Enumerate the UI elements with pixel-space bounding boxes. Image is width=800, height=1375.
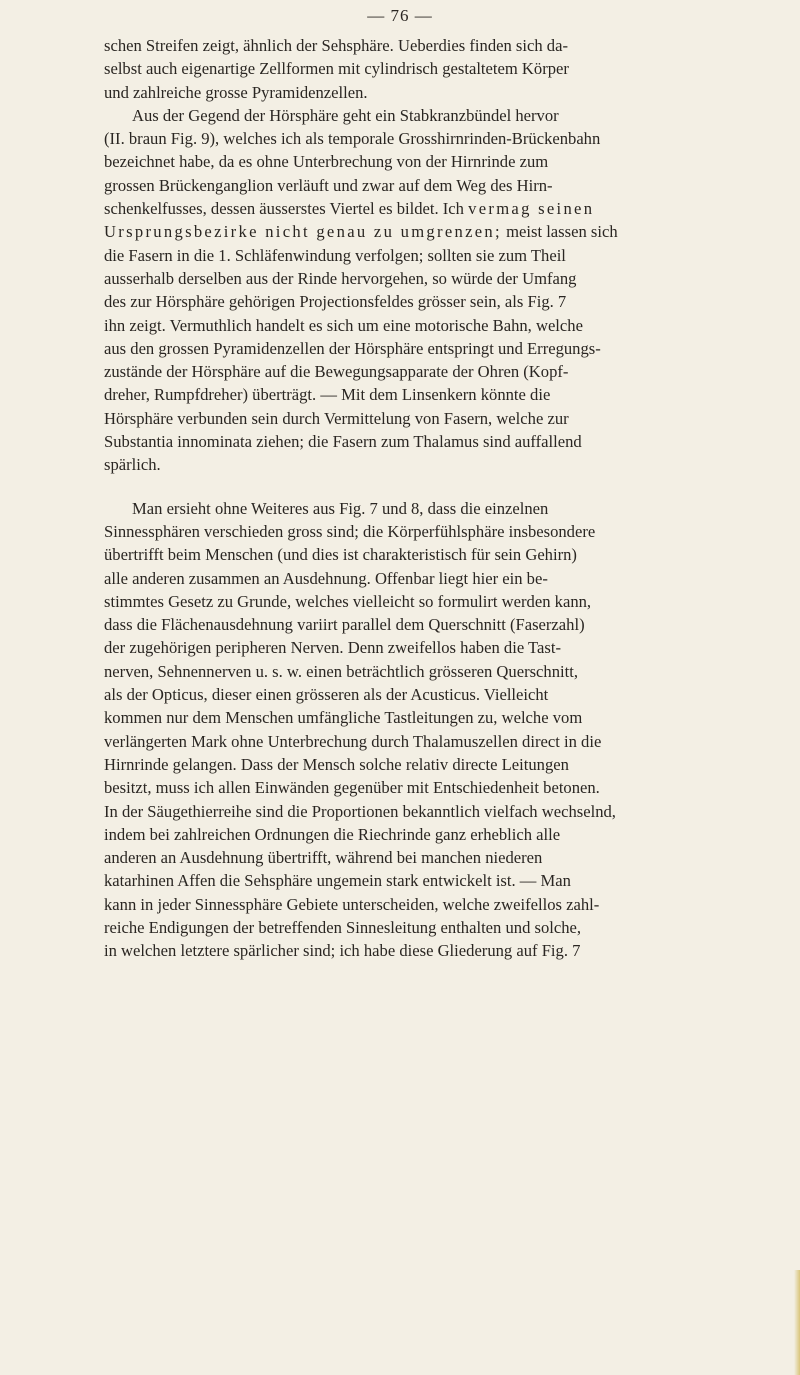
emphasized-text: Ursprungsbezirke nicht genau zu umgrenzen;	[104, 222, 502, 242]
text-line: alle anderen zusammen an Ausdehnung. Offenbar liegt hier ein be-	[104, 568, 548, 588]
text-line: Sinnessphären verschieden gross sind; die Körperfühlsphäre insbesondere	[104, 521, 596, 541]
text-line	[104, 220, 704, 243]
text-line: ihn zeigt. Vermuthlich handelt es sich um eine motorische Bahn, welche	[104, 315, 583, 335]
text-line: dass die Flächenausdehnung variirt parallel dem Querschnitt (Faserzahl)	[104, 615, 585, 635]
text-segment: schenkelfusses, dessen äusserstes Viertel es bildet. Ich	[104, 199, 469, 219]
text-line: als der Opticus, dieser einen grösseren als der Acusticus. Vielleicht	[104, 685, 549, 705]
text-line: Hirnrinde gelangen. Dass der Mensch solche relativ directe Leitungen	[104, 754, 569, 774]
text-line: Aus der Gegend der Hörsphäre geht ein Stabkranzbündel hervor	[132, 105, 559, 125]
emphasized-text: vermag seinen	[468, 199, 595, 219]
text-line: aus den grossen Pyramidenzellen der Hörsphäre entspringt und Erregungs-	[104, 338, 601, 358]
text-line: der zugehörigen peripheren Nerven. Denn zweifellos haben die Tast-	[104, 638, 561, 658]
text-line: In der Säugethierreihe sind die Proportionen bekanntlich vielfach wechselnd,	[104, 801, 616, 821]
text-line: bezeichnet habe, da es ohne Unterbrechung von der Hirnrinde zum	[104, 152, 549, 172]
text-line: Hörsphäre verbunden sein durch Vermittelung von Fasern, welche zur	[104, 408, 569, 428]
text-line: kommen nur dem Menschen umfängliche Tastleitungen zu, welche vom	[104, 708, 583, 728]
text-line	[104, 197, 704, 220]
text-segment: meist lassen sich	[501, 222, 618, 242]
text-line: spärlich.	[104, 455, 161, 475]
text-line: besitzt, muss ich allen Einwänden gegenüber mit Entschiedenheit betonen.	[104, 778, 600, 798]
book-spine-edge	[794, 1270, 800, 1375]
text-line: nerven, Sehnennerven u. s. w. einen beträchtlich grösseren Querschnitt,	[104, 661, 578, 681]
text-line: dreher, Rumpfdreher) überträgt. — Mit dem Linsenkern könnte die	[104, 385, 551, 405]
paragraph-1	[104, 34, 704, 104]
text-line: grossen Brückenganglion verläuft und zwar auf dem Weg des Hirn-	[104, 175, 553, 195]
text-line: reiche Endigungen der betreffenden Sinnesleitung enthalten und solche,	[104, 917, 582, 937]
text-line: selbst auch eigenartige Zellformen mit cylindrisch gestaltetem Körper	[104, 59, 569, 79]
text-line: stimmtes Gesetz zu Grunde, welches vielleicht so formulirt werden kann,	[104, 591, 592, 611]
text-line: verlängerten Mark ohne Unterbrechung durch Thalamuszellen direct in die	[104, 731, 602, 751]
text-line: übertrifft beim Menschen (und dies ist charakteristisch für sein Gehirn)	[104, 545, 577, 565]
text-line: die Fasern in die 1. Schläfenwindung verfolgen; sollten sie zum Theil	[104, 245, 566, 265]
text-line: schen Streifen zeigt, ähnlich der Sehsphäre. Ueberdies finden sich da-	[104, 36, 568, 55]
text-line: des zur Hörsphäre gehörigen Projectionsfeldes grösser sein, als Fig. 7	[104, 292, 567, 312]
text-line: katarhinen Affen die Sehsphäre ungemein stark entwickelt ist. — Man	[104, 871, 571, 891]
paragraph-3	[104, 497, 704, 963]
text-line: indem bei zahlreichen Ordnungen die Riechrinde ganz erheblich alle	[104, 824, 561, 844]
text-line: Man ersieht ohne Weiteres aus Fig. 7 und 8, dass die einzelnen	[132, 498, 549, 518]
text-line: und zahlreiche grosse Pyramidenzellen.	[104, 82, 368, 102]
text-line: Substantia innominata ziehen; die Fasern zum Thalamus sind auffallend	[104, 432, 582, 452]
text-line: zustände der Hörsphäre auf die Bewegungsapparate der Ohren (Kopf-	[104, 362, 569, 382]
text-line: (II. braun Fig. 9), welches ich als temporale Grosshirnrinden-Brückenbahn	[104, 129, 601, 149]
paragraph-gap	[104, 477, 704, 497]
text-line: in welchen letztere spärlicher sind; ich habe diese Gliederung auf Fig. 7	[104, 941, 581, 961]
paragraph-2	[104, 104, 704, 477]
text-line: anderen an Ausdehnung übertrifft, während bei manchen niederen	[104, 848, 543, 868]
text-line: ausserhalb derselben aus der Rinde hervorgehen, so würde der Umfang	[104, 268, 577, 288]
body-text	[104, 34, 704, 963]
text-line: kann in jeder Sinnessphäre Gebiete unterscheiden, welche zweifellos zahl-	[104, 894, 600, 914]
page-number-header: — 76 —	[367, 6, 433, 25]
